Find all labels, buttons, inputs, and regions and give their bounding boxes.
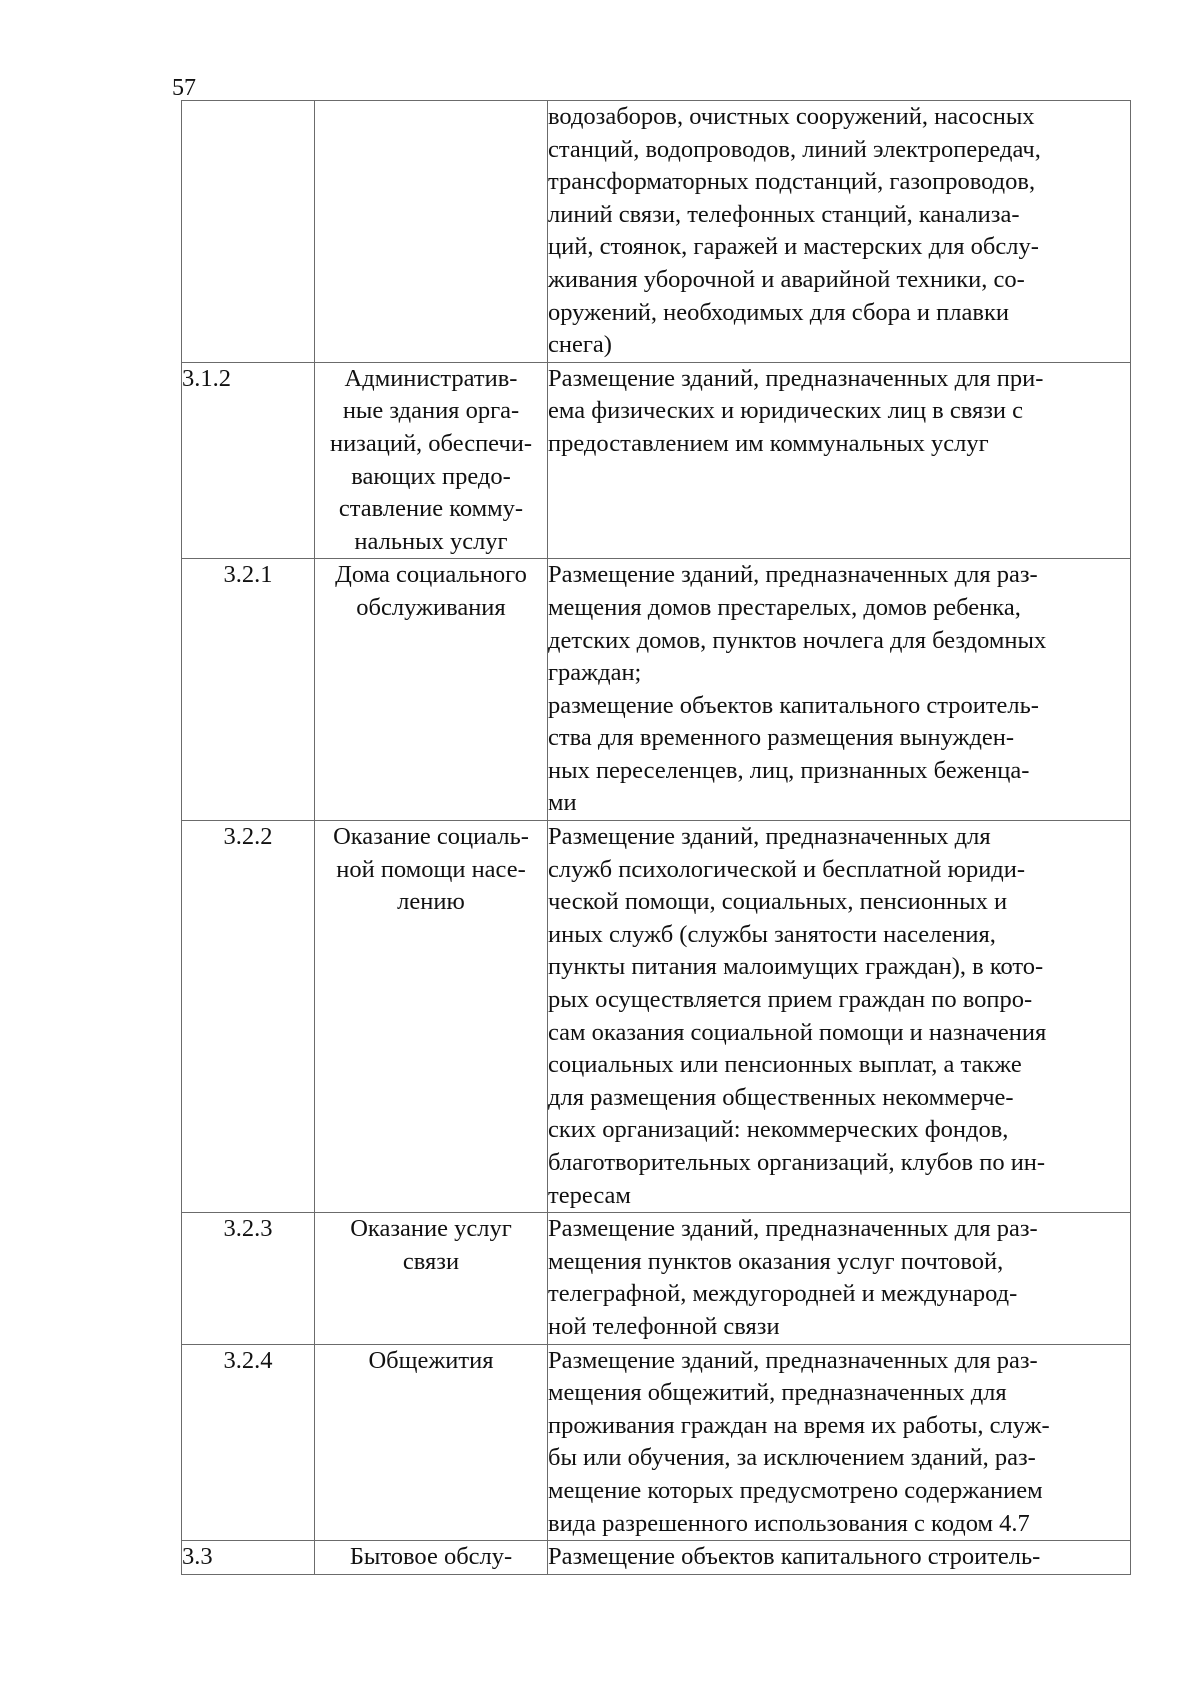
description-line: бы или обучения, за исключением зданий, раз- [548,1444,1036,1472]
name-line: лению [397,888,465,916]
description-line: трансформаторных подстанций, газопроводов, [548,168,1036,196]
table-row [182,821,1131,1213]
description-line: тересам [548,1181,631,1209]
name-line: Дома социального [335,561,527,589]
description-line: размещение объектов капитального строитель- [548,691,1039,719]
description-line: ной телефонной связи [548,1312,780,1340]
name-cell [315,821,548,1213]
description-line: Размещение объектов капитального строитель- [548,1543,1041,1571]
name-line: низаций, обеспечи- [329,429,533,457]
description-line: ций, стоянок, гаражей и мастерских для обслу- [548,233,1039,261]
description-line: предоставлением им коммунальных услуг [548,429,989,457]
name-line: нальных услуг [354,527,508,555]
table-row [182,101,1131,363]
name-line: обслуживания [356,593,506,621]
name-cell [315,362,548,559]
code-cell [182,101,315,363]
description-line: ема физических и юридических лиц в связи с [548,397,1024,425]
description-line: социальных или пенсионных выплат, а также [548,1051,1022,1079]
description-line: иных служб (службы занятости населения, [548,920,996,948]
description-line: мещение которых предусмотрено содержанием [548,1476,1043,1504]
description-line: ми [548,789,577,817]
description-line: станций, водопроводов, линий электропередач, [548,135,1041,163]
description-line: детских домов, пунктов ночлега для бездомных [548,626,1047,654]
name-line: ставление комму- [338,495,524,523]
description-line: Размещение зданий, предназначенных для при- [548,364,1044,392]
description-cell [548,1344,1131,1541]
description-line: живания уборочной и аварийной техники, со- [548,265,1025,293]
description-line: ских организаций: некоммерческих фондов, [548,1116,1009,1144]
description-line: рых осуществляется прием граждан по вопро- [548,986,1033,1014]
name-cell [315,1344,548,1541]
description-line: Размещение зданий, предназначенных для раз- [548,561,1038,589]
code-cell: 3.3 [182,1541,315,1575]
description-line: проживания граждан на время их работы, служ- [548,1411,1050,1439]
description-line: оружений, необходимых для сбора и плавки [548,298,1009,326]
description-line: линий связи, телефонных станций, канализа- [548,200,1020,228]
table-row [182,559,1131,821]
land-use-table [181,100,1131,1575]
description-line: ных переселенцев, лиц, признанных беженца- [548,756,1030,784]
table-row [182,1344,1131,1541]
name-cell [315,1213,548,1344]
description-cell [548,821,1131,1213]
description-line: граждан; [548,659,642,687]
name-line: Общежития [368,1346,494,1374]
name-line: ные здания орга- [342,397,520,425]
name-line: Административ- [344,364,518,392]
name-line: Оказание услуг [350,1215,512,1243]
description-line: сам оказания социальной помощи и назначения [548,1018,1047,1046]
description-cell [548,362,1131,559]
name-line: связи [402,1247,460,1275]
description-line: пункты питания малоимущих граждан), в кото- [548,953,1044,981]
name-cell [315,559,548,821]
name-line: вающих предо- [351,462,511,490]
description-line: мещения общежитий, предназначенных для [548,1379,1007,1407]
description-line: ческой помощи, социальных, пенсионных и [548,888,1008,916]
description-line: для размещения общественных некоммерче- [548,1083,1014,1111]
description-line: снега) [548,331,612,359]
name-cell [315,1541,548,1575]
description-line: Размещение зданий, предназначенных для раз- [548,1346,1038,1374]
description-line: мещения пунктов оказания услуг почтовой, [548,1247,1004,1275]
table-row [182,362,1131,559]
table-row [182,1541,1131,1575]
description-cell [548,559,1131,821]
page-number: 57 [172,75,196,101]
name-cell [315,101,548,363]
description-cell [548,1213,1131,1344]
description-line: телеграфной, междугородней и международ- [548,1280,1018,1308]
code-cell: 3.2.2 [182,821,315,1213]
table-row [182,1213,1131,1344]
name-line: Оказание социаль- [333,823,529,851]
code-cell: 3.2.4 [182,1344,315,1541]
description-line: Размещение зданий, предназначенных для [548,823,991,851]
description-line: вида разрешенного использования с кодом 4.7 [548,1509,1030,1537]
description-line: водозаборов, очистных сооружений, насосных [548,103,1035,130]
description-line: мещения домов престарелых, домов ребенка, [548,593,1021,621]
description-line: служб психологической и бесплатной юриди- [548,855,1026,883]
name-line: ной помощи насе- [336,855,526,883]
code-cell: 3.1.2 [182,362,315,559]
name-line: Бытовое обслу- [349,1543,513,1571]
code-cell: 3.2.3 [182,1213,315,1344]
code-cell: 3.2.1 [182,559,315,821]
description-line: благотворительных организаций, клубов по ин- [548,1149,1046,1176]
description-line: ства для временного размещения вынужден- [548,724,1015,752]
description-line: Размещение зданий, предназначенных для раз- [548,1215,1038,1243]
description-cell [548,101,1131,363]
description-cell [548,1541,1131,1575]
